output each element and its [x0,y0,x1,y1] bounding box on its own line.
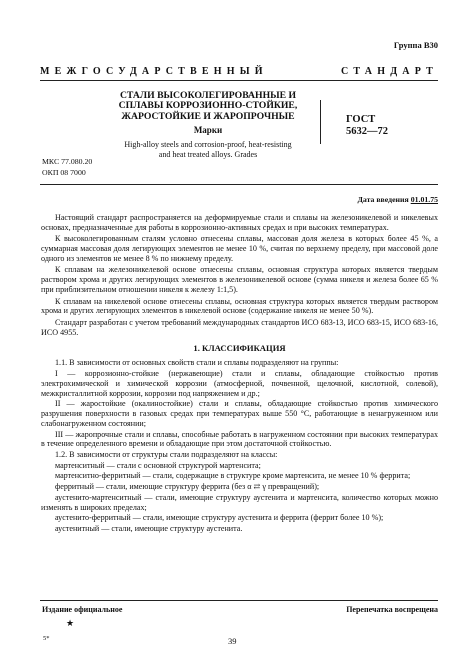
english-title-line-1: High-alloy steels and corrosion-proof, heat-resisting [124,140,292,150]
gost-designation [320,96,420,146]
official-edition: Издание официальное [42,605,123,614]
paragraph-scope: Настоящий стандарт распространяется на деформируемые стали и сплавы на железоникелевой и никелевых основах, предназначенные для работы в коррозионно-активных средах и при высоких температурах. [41,213,438,232]
class-austenitic: аустенитный — стали, имеющие структуру аустенита. [55,523,243,533]
banner-right: СТАНДАРТ [341,66,438,77]
page-number: 39 [228,636,237,646]
gost-line-2: 5632—72 [346,125,388,137]
class-martensitic-ferritic: мартенситно-ферритный — стали, содержащие в структуре кроме мартенсита, не менее 10 % феррита; [55,471,411,481]
paragraph-nickel: К сплавам на никелевой основе отнесены сплавы, основная структура которых является твердым раствором хрома и других легирующих элементов в никелевой основе (содержание никеля не менее 50 %). [41,296,438,316]
group-ii: II — жаростойкие (окалиностойкие) стали и сплавы, обладающие стойкостью против химического разрушения поверхности в газовых средах при температурах выше 550 °С, работающие в ненагруженном или слабонагруженном состоянии; [41,399,438,428]
title-line-3: ЖАРОСТОЙКИЕ И ЖАРОПРОЧНЫЕ [121,110,295,122]
mks-code: МКС 77.080.20 [42,157,93,166]
class-austenitic-martensitic: аустенито-мартенситный — стали, имеющие структуру аустенита и мартенсита, количество которых можно изменять в широких пределах; [41,492,438,512]
section-title: 1. КЛАССИФИКАЦИЯ [193,342,286,353]
english-title [108,140,308,160]
english-title-line-2: and heat treated alloys. Grades [158,150,258,160]
paragraph-high-alloy: К высоколегированным сталям условно отнесены сплавы, массовая доля железа в которых более 45 %, а суммарная массовая доля легирующих элементов не менее 10 %, считая по верхнему пределу, при массовой доле одного из элементов не менее 8 % по нижнему пределу. [41,234,438,263]
top-rule [40,80,438,81]
classification-codes [42,157,92,178]
paragraph-iso: Стандарт разработан с учетом требований международных стандартов ИСО 683-13, ИСО 683-15, ИСО 683-16, ИСО 4955. [41,317,438,337]
title-line-2: СПЛАВЫ КОРРОЗИОННО-СТОЙКИЕ, [118,100,298,112]
banner-left: МЕЖГОСУДАРСТВЕННЫЙ [40,66,268,77]
document-body [41,213,438,534]
standard-banner [40,66,438,77]
group-iii: III — жаропрочные стали и сплавы, способные работать в нагруженном состоянии при высоких температурах в течение определенного времени и обладающие при этом достаточной стойкостью. [41,429,438,449]
star-icon: ★ [66,618,75,628]
date-value: 01.01.75 [410,195,438,204]
gost-divider [320,100,321,144]
okp-code: ОКП 08 7000 [42,167,86,177]
gost-line-1: ГОСТ [346,114,376,125]
corner-mark: 5* [43,635,50,642]
title-subtitle: Марки [193,125,223,136]
title-block [108,91,308,160]
title-line-1: СТАЛИ ВЫСОКОЛЕГИРОВАННЫЕ И [119,90,297,101]
group-code: Группа В30 [393,40,438,50]
class-martensitic: мартенситный — стали с основной структурой мартенсита; [55,460,261,470]
class-austenitic-ferritic: аустенито-ферритный — стали, имеющие структуру аустенита и феррита (феррит более 10 %); [55,513,384,523]
clause-1-2: 1.2. В зависимости от структуры стали подразделяют на классы: [55,450,278,460]
footer-rule [40,600,438,601]
class-ferritic: ферритный — стали, имеющие структуру феррита (без α ⇄ γ превращений); [55,482,320,492]
group-i: I — коррозионно-стойкие (нержавеющие) стали и сплавы, обладающие стойкостью против электрохимической и химической коррозии (атмосферной, почвенной, щелочной, кислотной, солевой), межкристаллитной коррозии, коррозии под напряжением и др.; [41,368,438,398]
introduction-date [358,195,438,204]
clause-1-1: 1.1. В зависимости от основных свойств стали и сплавы подразделяют на группы: [55,358,339,368]
gost-number [346,114,388,137]
middle-rule [40,184,438,185]
date-label: Дата введения [357,195,409,204]
paragraph-iron-nickel: К сплавам на железоникелевой основе отнесены сплавы, основная структура которых является твердым раствором хрома и других легирующих элементов в железоникелевой основе (сумма никеля и железа более 65 % при приблизительном отношении никеля к железу 1:1,5). [41,265,438,295]
reprint-prohibited: Перепечатка воспрещена [346,605,438,614]
